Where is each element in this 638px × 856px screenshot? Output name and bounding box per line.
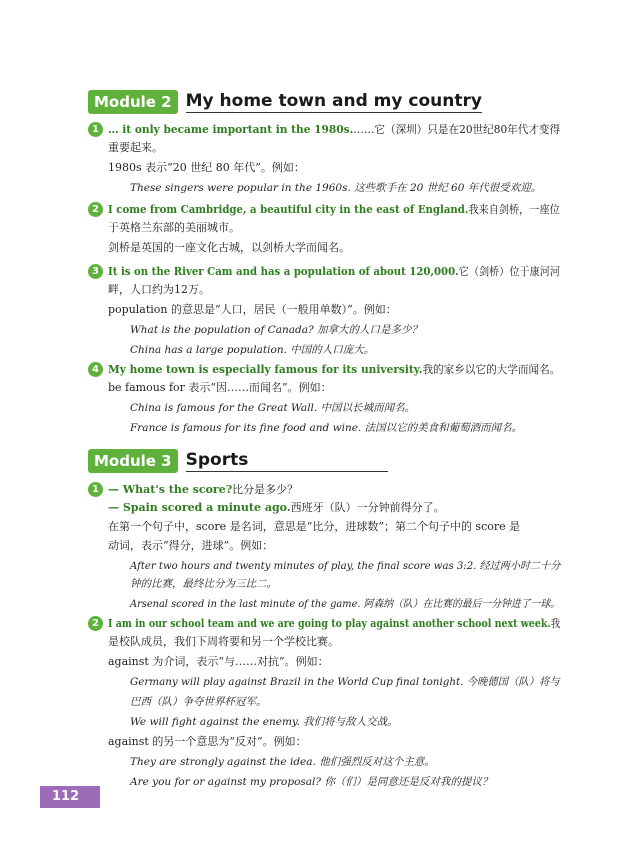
module-2-header — [88, 89, 482, 115]
note-line: 剑桥是英国的一座文化古城，以剑桥大学而闻名。 — [108, 241, 350, 254]
item-number: 1 — [88, 482, 103, 497]
page-number: 112 — [52, 789, 80, 804]
item-number: 2 — [88, 616, 103, 631]
example-line: Arsenal scored in the last minute of the game. 阿森纳（队）在比赛的最后一分钟进了一球。 — [130, 598, 560, 610]
module-title: My home town and my country — [185, 91, 482, 111]
note-line: 1980s 表示“20 世纪 80 年代”。例如： — [108, 161, 305, 174]
example-line: 巴西（队）争夺世界杯冠军。 — [130, 696, 267, 708]
note-line: … it only became important in the 1980s.……它（深圳）只是在20世纪80年代才变得 — [108, 123, 561, 136]
example-line: They are strongly against the idea. 他们强烈反对这个主意。 — [130, 756, 435, 768]
item-number: 2 — [88, 202, 103, 217]
note-line: I am in our school team and we are going to play against another school next week.我 — [108, 617, 561, 630]
example-line: China is famous for the Great Wall. 中国以长城而闻名。 — [130, 402, 416, 414]
example-line: We will fight against the enemy. 我们将与敌人交战。 — [130, 716, 398, 728]
example-line: China has a large population. 中国的人口庞大。 — [130, 344, 375, 356]
note-line: population 的意思是“人口，居民（一般用单数）”。例如： — [108, 303, 397, 316]
note-line: 重要起来。 — [108, 141, 163, 154]
example-line: Are you for or against my proposal? 你（们）是同意还是反对我的提议？ — [130, 776, 493, 788]
note-line: It is on the River Cam and has a population of about 120,000.它（剑桥）位于康河河 — [108, 265, 560, 278]
example-line: After two hours and twenty minutes of play, the final score was 3:2. 经过两小时二十分 — [130, 560, 561, 572]
item-number: 3 — [88, 264, 103, 279]
module-3-header — [88, 448, 388, 474]
example-line: What is the population of Canada? 加拿大的人口是多少？ — [130, 324, 422, 336]
module-title: Sports — [186, 450, 389, 472]
note-line: 是校队成员，我们下周将要和另一个学校比赛。 — [108, 635, 339, 648]
example-line: Germany will play against Brazil in the World Cup final tonight. 今晚德国（队）将与 — [130, 676, 560, 688]
example-line: These singers were popular in the 1960s. 这些歌手在 20 世纪 60 年代很受欢迎。 — [130, 182, 542, 194]
item-number: 4 — [88, 362, 103, 377]
module-tag: Module 2 — [88, 90, 178, 114]
note-line: 动词，表示“得分，进球”。例如： — [108, 539, 274, 552]
note-line: 畔，人口约为12万。 — [108, 283, 210, 296]
note-line: My home town is especially famous for its university.我的家乡以它的大学而闻名。 — [108, 363, 561, 376]
note-line: I come from Cambridge, a beautiful city in the east of England.我来自剑桥，一座位 — [108, 203, 560, 216]
note-line: 于英格兰东部的美丽城市。 — [108, 221, 240, 234]
note-line: 在第一个句子中，score 是名词，意思是“比分，进球数”；第二个句子中的 score 是 — [108, 520, 521, 533]
item-number: 1 — [88, 122, 103, 137]
note-line: — Spain scored a minute ago.西班牙（队）一分钟前得分了。 — [108, 501, 445, 514]
example-line: 钟的比赛，最终比分为三比二。 — [130, 578, 277, 590]
note-line: be famous for 表示“因……而闻名”。例如： — [108, 381, 332, 394]
note-line: — What's the score?比分是多少？ — [108, 483, 299, 496]
note-line: against 的另一个意思为“反对”。例如： — [108, 735, 307, 748]
example-line: France is famous for its fine food and wine. 法国以它的美食和葡萄酒而闻名。 — [130, 422, 523, 434]
module-tag: Module 3 — [88, 449, 178, 473]
note-line: against 为介词，表示“与……对抗”。例如： — [108, 655, 329, 668]
